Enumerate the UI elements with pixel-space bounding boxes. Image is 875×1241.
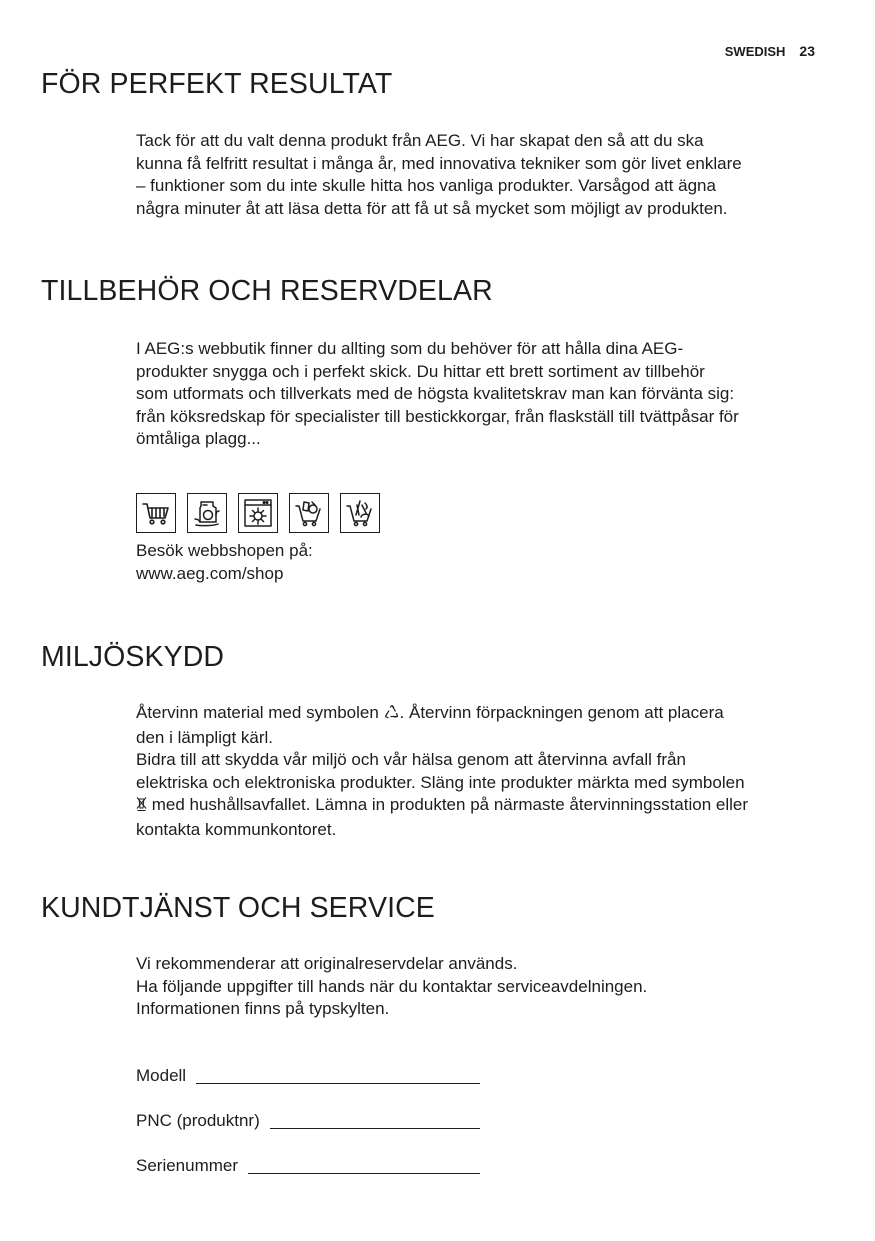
section-title-service: KUNDTJÄNST OCH SERVICE	[41, 892, 435, 924]
text-line: kontakta kommunkontoret.	[136, 819, 337, 839]
page-header	[725, 43, 815, 59]
intro-paragraph	[136, 130, 826, 220]
washing-machine-hand-icon	[187, 493, 227, 533]
text-line: några minuter åt att läsa detta för att få ut så mycket som möjligt av produkten.	[136, 198, 728, 218]
text-line: den i lämpligt kärl.	[136, 727, 274, 747]
pnc-field[interactable]	[136, 1111, 480, 1131]
accessory-icon-row	[136, 493, 380, 533]
text-line: Ha följande uppgifter till hands när du kontaktar serviceavdelningen.	[136, 976, 648, 996]
text-line: ömtåliga plagg...	[136, 429, 261, 449]
shopping-cart-icon	[136, 493, 176, 533]
field-label: Modell	[136, 1066, 187, 1085]
text-line: Informationen finns på typskylten.	[136, 999, 390, 1019]
text-line: I AEG:s webbutik finner du allting som du behöver för att hålla dina AEG-	[136, 339, 684, 358]
recycling-icon	[384, 704, 400, 727]
text-line: elektriska och elektroniska produkter. Släng inte produkter märkta med symbolen	[136, 772, 745, 792]
service-paragraph	[136, 953, 826, 1021]
serial-number-field[interactable]	[136, 1156, 480, 1176]
text-line: produkter snygga och i perfekt skick. Du hittar ett brett sortiment av tillbehör	[136, 361, 705, 381]
text-segment: . Återvinn förpackningen genom att placera	[399, 703, 724, 722]
language-label: SWEDISH	[724, 44, 786, 59]
section-title-environment: MILJÖSKYDD	[41, 641, 225, 673]
text-segment: med hushållsavfallet. Lämna in produkten på närmaste återvinningsstation eller	[147, 795, 749, 815]
text-line	[136, 794, 826, 819]
write-in-line[interactable]	[196, 1067, 480, 1084]
text-line	[136, 702, 826, 727]
page-number: 23	[799, 43, 815, 59]
write-in-line[interactable]	[248, 1157, 480, 1174]
crossed-bin-icon	[136, 796, 147, 819]
cart-tools-icon	[340, 493, 380, 533]
text-line: från köksredskap för specialister till bestickkorgar, från flaskställ till tvättpåsar för	[136, 406, 739, 426]
shop-url-link[interactable]: www.aeg.com/shop	[136, 563, 284, 583]
text-line: Vi rekommenderar att originalreservdelar används.	[136, 954, 518, 973]
appliance-gear-icon	[238, 493, 278, 533]
text-line: – funktioner som du inte skulle hitta hos vanliga produkter. Varsågod att ägna	[136, 176, 716, 196]
text-line: kunna få felfritt resultat i många år, med innovativa tekniker som gör livet enklare	[136, 153, 742, 173]
visit-label: Besök webbshopen på:	[136, 541, 313, 560]
text-line: Bidra till att skydda vår miljö och vår hälsa genom att återvinna avfall från	[136, 750, 686, 770]
section-title-accessories: TILLBEHÖR OCH RESERVDELAR	[41, 275, 493, 307]
cart-products-icon	[289, 493, 329, 533]
field-label: Serienummer	[136, 1156, 239, 1175]
webshop-info	[136, 540, 826, 585]
text-line: Tack för att du valt denna produkt från AEG. Vi har skapat den så att du ska	[136, 131, 704, 150]
model-field[interactable]	[136, 1066, 480, 1086]
text-line: som utformats och tillverkats med de högsta kvalitetskrav man kan förvänta sig:	[136, 384, 735, 404]
field-label: PNC (produktnr)	[136, 1111, 260, 1130]
environment-paragraph	[136, 702, 826, 842]
accessories-paragraph	[136, 338, 826, 451]
section-title-perfect: FÖR PERFEKT RESULTAT	[41, 68, 393, 100]
text-segment: Återvinn material med symbolen	[136, 703, 384, 722]
write-in-line[interactable]	[270, 1112, 480, 1129]
